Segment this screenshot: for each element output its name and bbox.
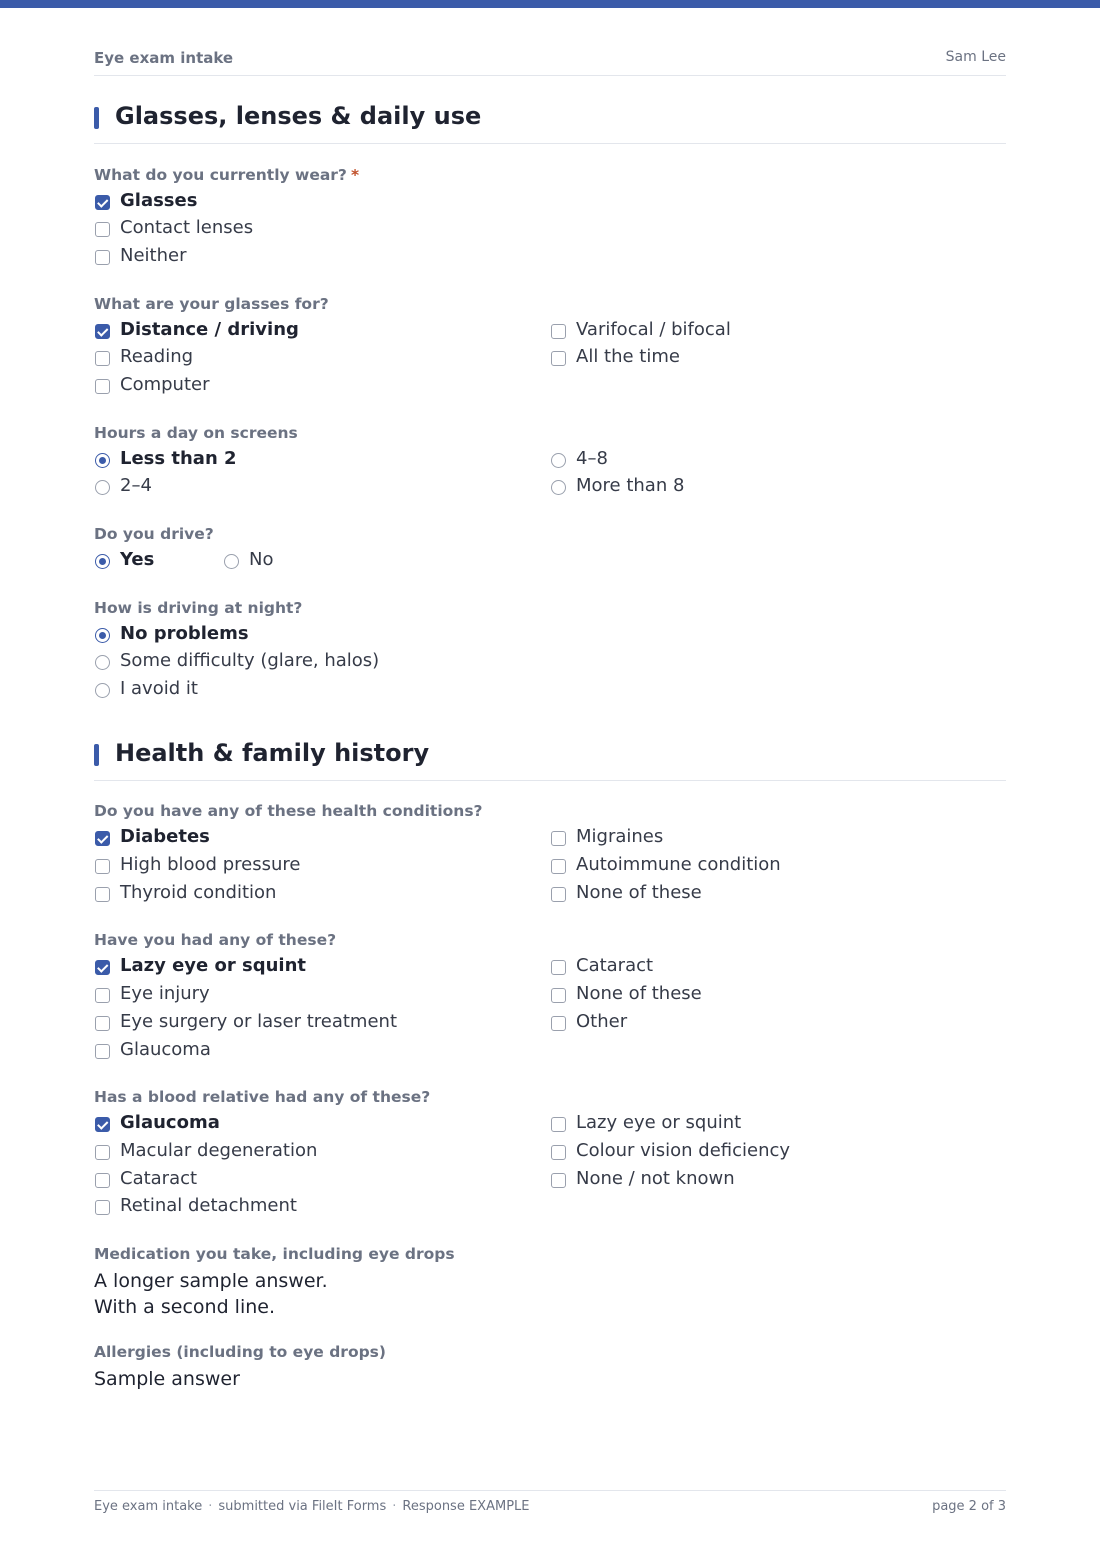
checkbox-checked[interactable] (95, 195, 110, 210)
answer-medication: A longer sample answer. With a second line. (94, 1270, 328, 1318)
checkbox[interactable] (95, 1044, 110, 1059)
checkbox[interactable] (95, 1173, 110, 1188)
checkbox[interactable] (95, 1200, 110, 1215)
checkbox[interactable] (95, 222, 110, 237)
checkbox[interactable] (551, 831, 566, 846)
answer-allergies: Sample answer (94, 1368, 240, 1390)
section-health-family (94, 739, 1006, 781)
question-label-conditions: Do you have any of these health conditions? (94, 802, 483, 820)
checkbox[interactable] (551, 1173, 566, 1188)
section-title: Glasses, lenses & daily use (115, 102, 482, 130)
form-page: Eye exam intake Sam Lee Glasses, lenses & daily use What do you currently wear? * Glasses Contact lenses Neither What are your glasses for? Distance / driving Reading Computer Varifocal / bifocal All the time Hours a day on screens Less than 2 2–4 4–8 More than 8 Do you drive? Yes No How is driving at night? No problems Some difficulty (glare, halos) I avoid it Health & family history Do you have any of these health conditions? Diabetes High blood pressure Thyroid condition Migraines Autoimmune condition None of these Have you had any of these? Lazy eye or squint Eye injury Eye surgery or laser treatment Glaucoma Cataract None of these Other Has a blood relative had any of these? Glaucoma Macular degeneration Cataract Retinal detachment Lazy eye or squint Colour vision deficiency None / not known Medication you take, including eye drops A longer sample answer. With a second line. Allergies (including to eye drops) Sample answer Eye exam intake · submitted via FileIt Forms · Response EXAMPLE page 2 of 3 (94, 0, 1006, 1556)
checkbox[interactable] (95, 859, 110, 874)
form-title: Eye exam intake (94, 49, 234, 67)
section-accent (94, 744, 99, 766)
checkbox-checked[interactable] (95, 831, 110, 846)
checkbox[interactable] (95, 1016, 110, 1031)
radio-selected[interactable] (95, 453, 110, 468)
document-header (94, 48, 1006, 76)
footer-form-name: Eye exam intake (94, 1499, 203, 1514)
checkbox-checked[interactable] (95, 960, 110, 975)
checkbox[interactable] (551, 859, 566, 874)
checkbox[interactable] (551, 1016, 566, 1031)
question-label-drive: Do you drive? (94, 525, 214, 543)
question-label-medication: Medication you take, including eye drops (94, 1245, 455, 1263)
checkbox[interactable] (95, 250, 110, 265)
question-label-relative: Has a blood relative had any of these? (94, 1088, 431, 1106)
question-label-screens: Hours a day on screens (94, 424, 298, 442)
checkbox[interactable] (551, 351, 566, 366)
radio[interactable] (95, 683, 110, 698)
checkbox[interactable] (551, 324, 566, 339)
checkbox[interactable] (551, 887, 566, 902)
question-label-night-driving: How is driving at night? (94, 599, 303, 617)
checkbox-checked[interactable] (95, 324, 110, 339)
radio-selected[interactable] (95, 554, 110, 569)
checkbox[interactable] (551, 1117, 566, 1132)
radio[interactable] (551, 480, 566, 495)
separator-dot: · (392, 1499, 397, 1514)
question-label-allergies: Allergies (including to eye drops) (94, 1343, 386, 1361)
checkbox[interactable] (551, 1145, 566, 1160)
respondent-name: Sam Lee (945, 49, 1006, 65)
question-label-wear: What do you currently wear? * (94, 166, 360, 184)
footer-via: submitted via FileIt Forms (218, 1499, 387, 1514)
checkbox[interactable] (551, 960, 566, 975)
footer-response: Response EXAMPLE (402, 1499, 530, 1514)
checkbox-checked[interactable] (95, 1117, 110, 1132)
checkbox[interactable] (95, 1145, 110, 1160)
checkbox[interactable] (95, 887, 110, 902)
checkbox[interactable] (95, 379, 110, 394)
checkbox[interactable] (551, 988, 566, 1003)
footer-meta (94, 1499, 529, 1514)
radio[interactable] (95, 480, 110, 495)
radio-selected[interactable] (95, 628, 110, 643)
question-label-had: Have you had any of these? (94, 931, 337, 949)
radio[interactable] (551, 453, 566, 468)
radio[interactable] (224, 554, 239, 569)
radio[interactable] (95, 655, 110, 670)
page-indicator: page 2 of 3 (932, 1499, 1006, 1514)
checkbox[interactable] (95, 988, 110, 1003)
required-mark: * (350, 166, 360, 184)
section-accent (94, 107, 99, 129)
section-title: Health & family history (115, 739, 430, 767)
document-footer (94, 1490, 1006, 1520)
separator-dot: · (208, 1499, 213, 1514)
checkbox[interactable] (95, 351, 110, 366)
section-glasses-lenses (94, 102, 1006, 144)
question-label-glasses-for: What are your glasses for? (94, 295, 329, 313)
